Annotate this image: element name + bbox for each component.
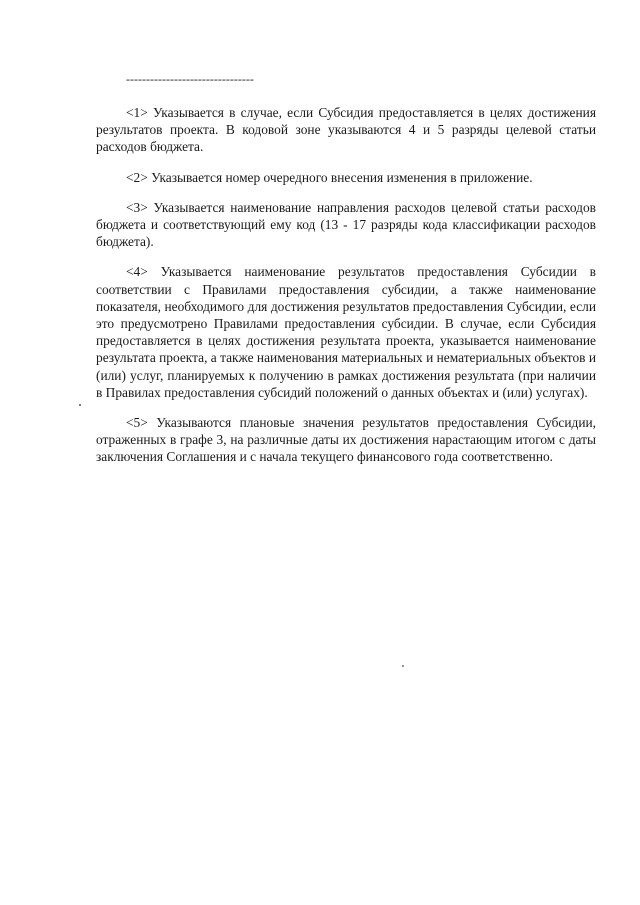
footnote-3: <3> Указывается наименование направления расходов целевой статьи расходов бюджета и соответствующий ему код (13 - 17 разряды кода классификации расходов бюджета). (96, 199, 596, 250)
footnote-5: <5> Указываются плановые значения результатов предоставления Субсидии, отраженных в графе 3, на различные даты их достижения нарастающим итогом с даты заключения Соглашения и с начала текущего финансового года соответственно. (96, 415, 596, 465)
footnote-1: <1> Указывается в случае, если Субсидия предоставляется в целях достижения результатов проекта. В кодовой зоне указываются 4 и 5 разряды целевой статьи расходов бюджета. (96, 105, 596, 155)
footnotes-list (96, 104, 596, 479)
footnote-separator: -------------------------------- (126, 72, 254, 86)
scan-speck (402, 665, 404, 667)
footnote-2: <2> Указывается номер очередного внесения изменения в приложение. (126, 169, 533, 185)
scan-speck (79, 404, 81, 406)
footnote-4: <4> Указывается наименование результатов предоставления Субсидии в соответствии с Правилами предоставления субсидии, а также наименование показателя, необходимого для достижения результатов предоставления Субсидии, если это предусмотрено Правилами предоставления субсидии. В случае, если Субсидия предоставляется в целях достижения результата проекта, указывается наименование результата проекта, а также наименования материальных и нематериальных объектов и (или) услуг, планируемых к получению в рамках достижения результата (при наличии в Правилах предоставления субсидий положений о данных объектах и (или) услугах). (96, 264, 596, 400)
